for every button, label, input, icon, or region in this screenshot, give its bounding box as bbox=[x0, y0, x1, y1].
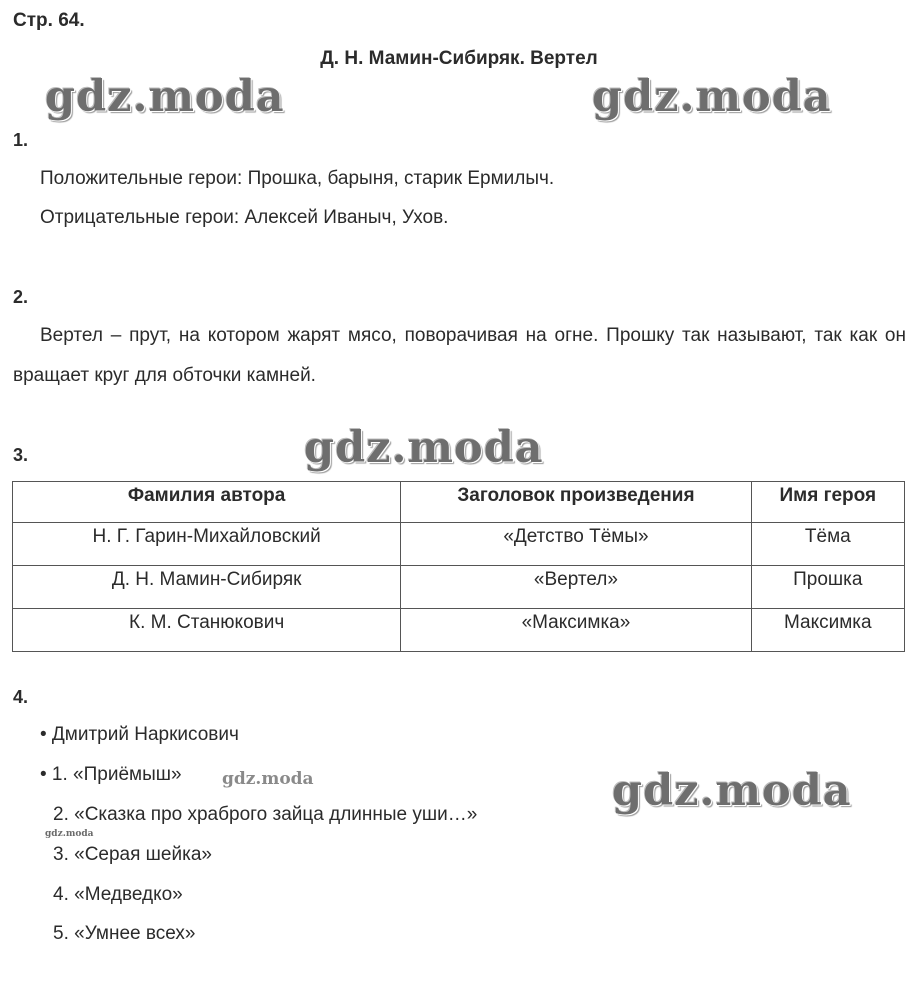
task-number: 2. bbox=[13, 287, 29, 307]
works-list-item: 5. «Умнее всех» bbox=[53, 923, 196, 944]
works-list-item: • 1. «Приёмыш» bbox=[40, 764, 182, 785]
table-header-row bbox=[13, 482, 905, 523]
works-table bbox=[12, 481, 905, 652]
works-list-item: 3. «Серая шейка» bbox=[53, 844, 212, 865]
table-cell: Максимка bbox=[751, 609, 904, 652]
table-cell: «Максимка» bbox=[401, 609, 751, 652]
table-cell: Д. Н. Мамин-Сибиряк bbox=[13, 566, 401, 609]
watermark-logo: gdz.moda bbox=[45, 829, 94, 839]
task2-paragraph: Вертел – прут, на котором жарят мясо, поворачивая на огне. Прошку так называют, так как он вращает круг для обточки камней. bbox=[13, 325, 906, 386]
watermark-logo: gdz.moda bbox=[222, 769, 314, 789]
table-row bbox=[13, 609, 905, 652]
positive-heroes: Положительные герои: Прошка, барыня, старик Ермилыч. bbox=[40, 168, 555, 189]
column-header: Имя героя bbox=[751, 482, 904, 523]
task-number: 3. bbox=[13, 445, 29, 465]
column-header: Заголовок произведения bbox=[401, 482, 751, 523]
author-name: • Дмитрий Наркисович bbox=[40, 724, 239, 745]
table-cell: Тёма bbox=[751, 523, 904, 566]
task-number: 1. bbox=[13, 130, 29, 150]
task-number: 4. bbox=[13, 687, 29, 707]
table-cell: Прошка bbox=[751, 566, 904, 609]
table-cell: К. М. Станюкович bbox=[13, 609, 401, 652]
works-list-item: 4. «Медведко» bbox=[53, 884, 183, 905]
table-cell: Н. Г. Гарин-Михайловский bbox=[13, 523, 401, 566]
works-list-item: 2. «Сказка про храброго зайца длинные уши…» bbox=[53, 804, 478, 825]
table-row bbox=[13, 566, 905, 609]
watermark-logo: gdz.moda bbox=[612, 766, 852, 816]
table-cell: «Вертел» bbox=[401, 566, 751, 609]
column-header: Фамилия автора bbox=[13, 482, 401, 523]
watermark-logo: gdz.moda bbox=[304, 423, 544, 473]
watermark-logo: gdz.moda bbox=[592, 72, 832, 122]
page-title bbox=[0, 48, 918, 70]
watermark-logo: gdz.moda bbox=[45, 72, 285, 122]
table-row bbox=[13, 523, 905, 566]
page-number: Стр. 64. bbox=[13, 10, 85, 31]
table-cell: «Детство Тёмы» bbox=[401, 523, 751, 566]
negative-heroes: Отрицательные герои: Алексей Иваныч, Ухов. bbox=[40, 207, 449, 228]
page-title-text: Д. Н. Мамин-Сибиряк. Вертел bbox=[320, 48, 598, 69]
